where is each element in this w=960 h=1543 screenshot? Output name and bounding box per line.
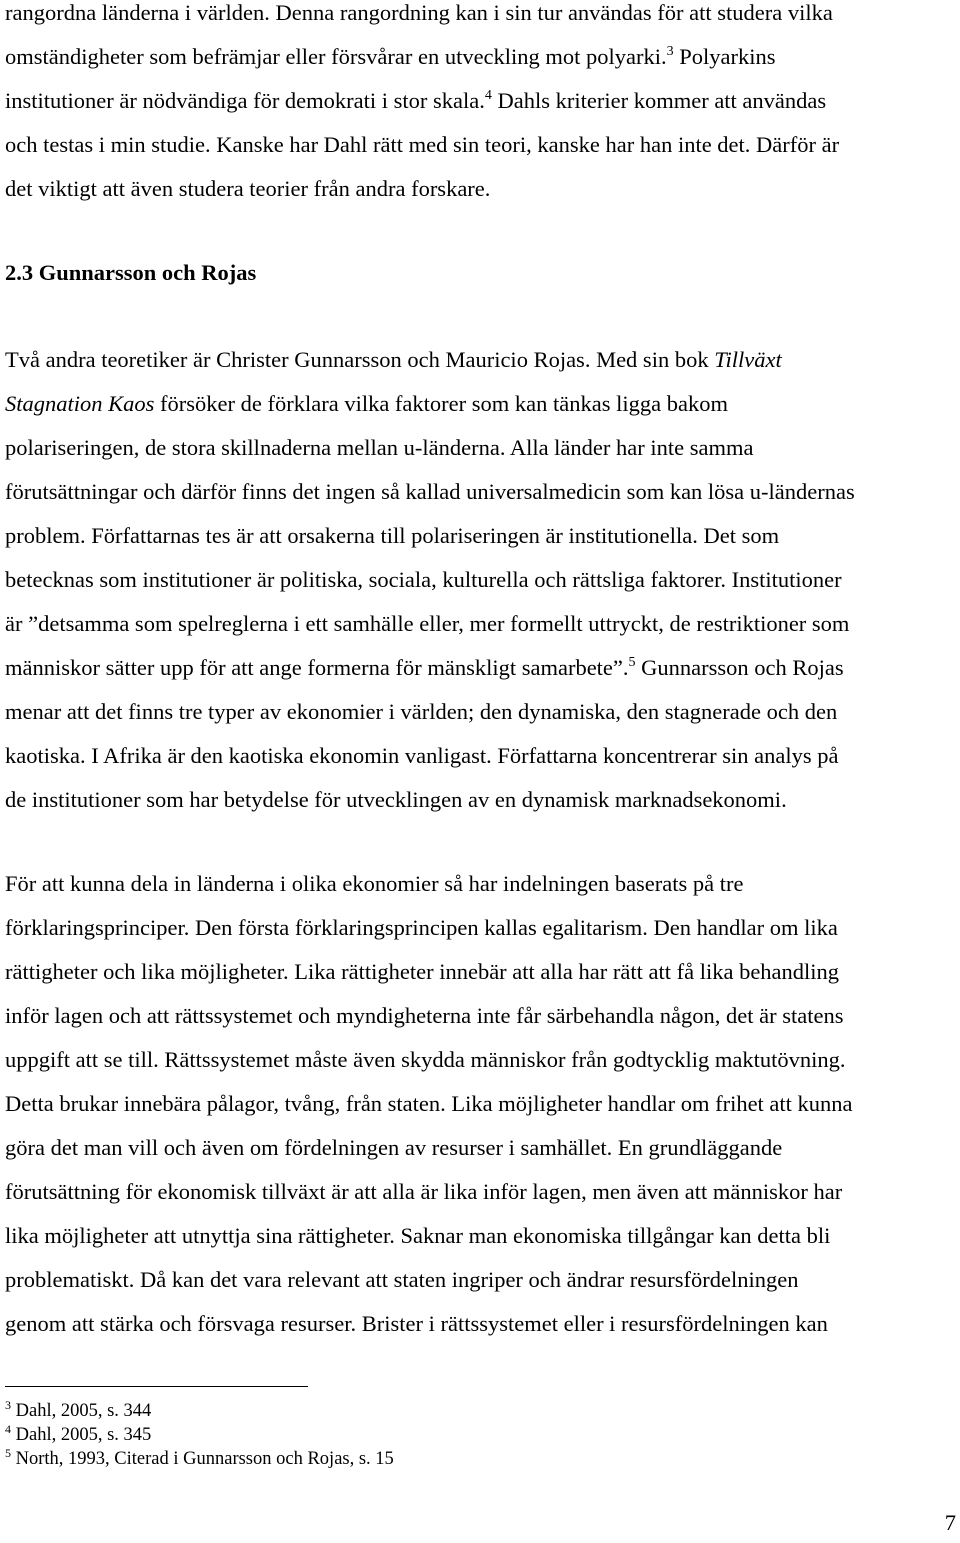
footnote-ref: 5: [628, 655, 636, 670]
text-line: det viktigt att även studera teorier från andra forskare.: [5, 176, 491, 201]
text-line: förklaringsprinciper. Den första förklaringsprincipen kallas egalitarism. Den handlar om lika: [5, 915, 838, 940]
text-line: För att kunna dela in länderna i olika ekonomier så har indelningen baserats på tre: [5, 871, 744, 896]
footnotes: [5, 1399, 394, 1471]
text-line: förutsättning för ekonomisk tillväxt är att alla är lika inför lagen, men även att människor har: [5, 1179, 843, 1204]
text-line: Detta brukar innebära pålagor, tvång, från staten. Lika möjligheter handlar om frihet att kunna: [5, 1091, 853, 1116]
text-line: uppgift att se till. Rättssystemet måste även skydda människor från godtycklig maktutövning.: [5, 1047, 846, 1072]
text-line: rangordna länderna i världen. Denna rangordning kan i sin tur användas för att studera vilka: [5, 0, 833, 25]
footnote: $^4$ Dahl, 2005, s. 345: [5, 1422, 152, 1445]
book-title: Tillväxt: [714, 347, 782, 372]
text-line: och testas i min studie. Kanske har Dahl rätt med sin teori, kanske har han inte det. Därför är: [5, 132, 840, 157]
text-line: kaotiska. I Afrika är den kaotiska ekonomin vanligast. Författarna koncentrerar sin analys på: [5, 743, 839, 768]
footnote-ref: 4: [484, 88, 492, 103]
text-line: människor sätter upp för att ange formerna för mänskligt samarbete”.$^5$ Gunnarsson och Rojas: [5, 655, 844, 680]
paragraph-gunnarsson-rojas: [5, 338, 957, 822]
footnote: $^5$ North, 1993, Citerad i Gunnarsson och Rojas, s. 15: [5, 1446, 394, 1469]
text-line: Stagnation Kaos försöker de förklara vilka faktorer som kan tänkas ligga bakom: [5, 391, 728, 416]
text-line: problem. Författarnas tes är att orsakerna till polariseringen är institutionella. Det som: [5, 523, 780, 548]
text-line: menar att det finns tre typer av ekonomier i världen; den dynamiska, den stagnerade och den: [5, 699, 838, 724]
text-line: inför lagen och att rättssystemet och myndigheterna inte får särbehandla någon, det är statens: [5, 1003, 844, 1028]
text-line: lika möjligheter att utnyttja sina rättigheter. Saknar man ekonomiska tillgångar kan detta bli: [5, 1223, 831, 1248]
text-line: förutsättningar och därför finns det ingen så kallad universalmedicin som kan lösa u-ländernas: [5, 479, 855, 504]
page-number: 7: [944, 1510, 956, 1535]
text-line: genom att stärka och försvaga resurser. Brister i rättssystemet eller i resursfördelningen kan: [5, 1311, 828, 1336]
text-line: är ”detsamma som spelreglerna i ett samhälle eller, mer formellt uttryckt, de restriktioner som: [5, 611, 850, 636]
footnote-divider: [5, 1386, 308, 1387]
footnote-ref: 3: [666, 44, 674, 59]
text-line: polariseringen, de stora skillnaderna mellan u-länderna. Alla länder har inte samma: [5, 435, 754, 460]
paragraph-dahl: [5, 0, 957, 211]
section-heading: 2.3 Gunnarsson och Rojas: [5, 260, 257, 285]
text-line: göra det man vill och även om fördelningen av resurser i samhället. En grundläggande: [5, 1135, 783, 1160]
text-line: Två andra teoretiker är Christer Gunnarsson och Mauricio Rojas. Med sin bok Tillväxt: [5, 347, 782, 372]
text-line: omständigheter som befrämjar eller försvårar en utveckling mot polyarki.$^3$ Polyarkins: [5, 44, 776, 69]
text-line: betecknas som institutioner är politiska, sociala, kulturella och rättsliga faktorer. Institutioner: [5, 567, 842, 592]
text-line: problematiskt. Då kan det vara relevant att staten ingriper och ändrar resursfördelningen: [5, 1267, 799, 1292]
text-line: rättigheter och lika möjligheter. Lika rättigheter innebär att alla har rätt att få lika behandling: [5, 959, 840, 984]
footnote: $^3$ Dahl, 2005, s. 344: [5, 1398, 152, 1421]
text-line: de institutioner som har betydelse för utvecklingen av en dynamisk marknadsekonomi.: [5, 787, 787, 812]
paragraph-principles: [5, 862, 957, 1346]
book-title: Stagnation Kaos: [5, 391, 155, 416]
text-line: institutioner är nödvändiga för demokrati i stor skala.$^4$ Dahls kriterier kommer att användas: [5, 88, 827, 113]
